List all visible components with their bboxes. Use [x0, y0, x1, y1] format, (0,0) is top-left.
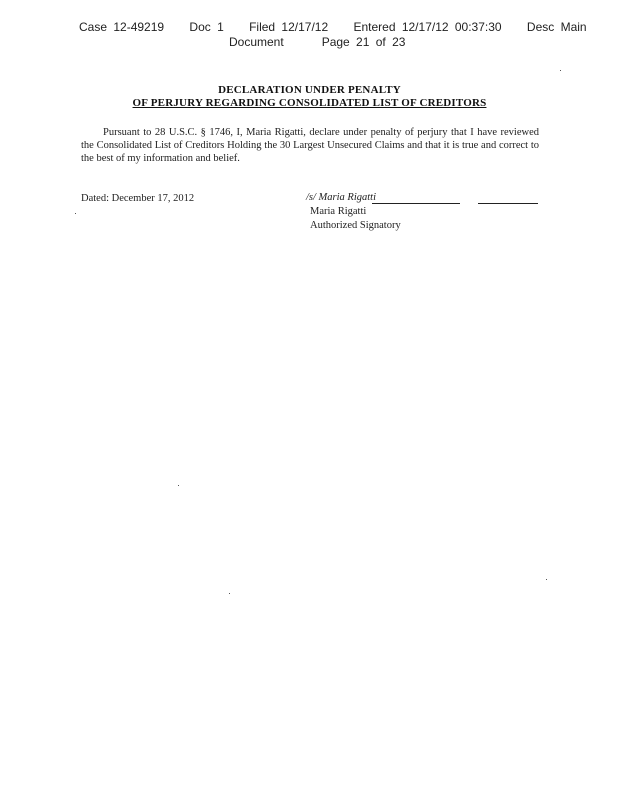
dated-line: Dated: December 17, 2012	[81, 193, 195, 204]
signature-block	[306, 192, 542, 233]
signer-title: Authorized Signatory	[310, 220, 401, 231]
signature-line	[372, 203, 460, 204]
scan-speck	[178, 485, 179, 486]
title-line-1: DECLARATION UNDER PENALTY	[218, 84, 401, 96]
case-header-line: Case 12-49219 Doc 1 Filed 12/17/12 Entered 12/17/12 00:37:30 Desc Main	[79, 20, 587, 34]
scan-speck	[75, 213, 76, 214]
scan-speck	[546, 579, 547, 580]
signature-line-secondary	[478, 203, 538, 204]
document-title	[0, 84, 619, 110]
document-page-line: Document Page 21 of 23	[229, 35, 406, 49]
scan-speck	[560, 70, 561, 71]
signer-name: Maria Rigatti	[310, 206, 367, 217]
declaration-text: Pursuant to 28 U.S.C. § 1746, I, Maria Rigatti, declare under penalty of perjury that I have reviewed the Consolidated List of Creditors Holding the 30 Largest Unsecured Claims and that it is true and correct to the best of my information and belief.	[81, 127, 539, 164]
scan-speck	[229, 593, 230, 594]
title-line-2: OF PERJURY REGARDING CONSOLIDATED LIST OF CREDITORS	[132, 97, 487, 109]
electronic-signature: /s/ Maria Rigatti	[306, 192, 377, 203]
declaration-paragraph	[81, 126, 539, 165]
